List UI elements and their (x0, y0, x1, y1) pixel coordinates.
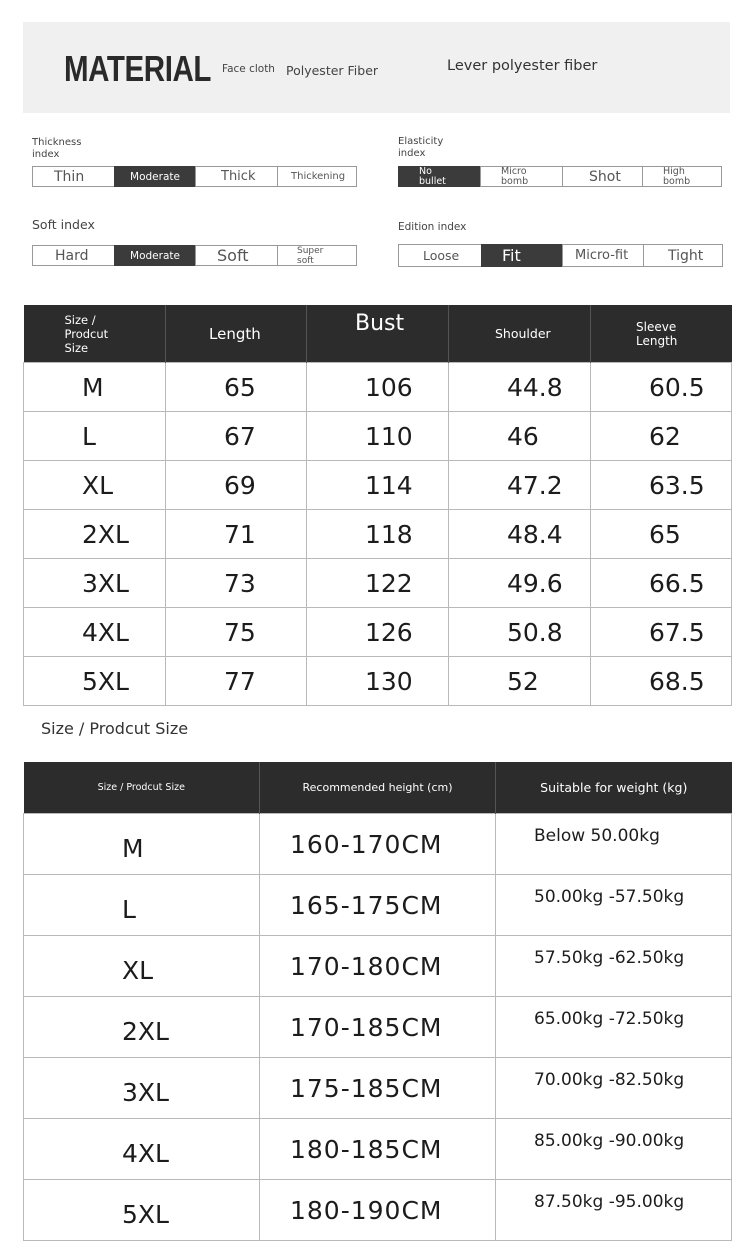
size-measurement-table (23, 305, 732, 706)
fit-cell-size: L (24, 875, 260, 936)
size-cell-bust: 110 (307, 412, 449, 461)
fit-cell-size: 3XL (24, 1058, 260, 1119)
size-caption: Size / Prodcut Size (41, 719, 189, 738)
size-cell-shoulder: 47.2 (449, 461, 591, 510)
size-cell-shoulder: 48.4 (449, 510, 591, 559)
size-cell-sleeve-length: 62 (591, 412, 732, 461)
fit-cell-size: XL (24, 936, 260, 997)
fit-table-row (24, 936, 732, 997)
thickness-index-label: Thickness index (32, 137, 82, 160)
elasticity-index-scale (398, 166, 722, 187)
size-cell-shoulder: 50.8 (449, 608, 591, 657)
fit-table-row (24, 1119, 732, 1180)
fit-cell-height: 160-170CM (260, 814, 496, 875)
header-length: Length (166, 305, 307, 363)
size-cell-length: 67 (166, 412, 307, 461)
fit-cell-weight: 87.50kg -95.00kg (496, 1180, 732, 1241)
elasticity-index-label: Elasticity index (398, 136, 444, 159)
fit-table-row (24, 1058, 732, 1119)
size-cell-size: 5XL (24, 657, 166, 706)
edition-option-loose: Loose (398, 244, 481, 267)
fit-cell-size: 5XL (24, 1180, 260, 1241)
fit-cell-height: 170-180CM (260, 936, 496, 997)
size-table-header (24, 305, 732, 363)
edition-option-tight: Tight (643, 244, 723, 267)
size-table-row (24, 363, 732, 412)
fit-cell-height: 170-185CM (260, 997, 496, 1058)
fit-cell-size: 2XL (24, 997, 260, 1058)
size-cell-size: XL (24, 461, 166, 510)
header-sleeve-length: Sleeve Length (591, 305, 732, 363)
size-table-row (24, 657, 732, 706)
size-table-row (24, 608, 732, 657)
fit-cell-size: M (24, 814, 260, 875)
size-cell-size: 2XL (24, 510, 166, 559)
thickness-option-moderate: Moderate (114, 166, 195, 187)
thickness-option-thickening: Thickening (277, 166, 357, 187)
thickness-option-thick: Thick (195, 166, 277, 187)
edition-option-fit: Fit (481, 244, 562, 267)
fit-cell-weight: 85.00kg -90.00kg (496, 1119, 732, 1180)
elasticity-option-micro-bomb: Micro bomb (480, 166, 562, 187)
fit-cell-weight: Below 50.00kg (496, 814, 732, 875)
size-cell-sleeve-length: 63.5 (591, 461, 732, 510)
size-cell-shoulder: 52 (449, 657, 591, 706)
size-table-row (24, 510, 732, 559)
fit-cell-weight: 50.00kg -57.50kg (496, 875, 732, 936)
size-cell-sleeve-length: 66.5 (591, 559, 732, 608)
size-recommendation-table (23, 762, 732, 1241)
size-cell-size: L (24, 412, 166, 461)
header-suitable-weight: Suitable for weight (kg) (496, 762, 732, 814)
material-title: MATERIAL (64, 48, 212, 89)
size-cell-shoulder: 46 (449, 412, 591, 461)
fit-cell-size: 4XL (24, 1119, 260, 1180)
fit-cell-weight: 65.00kg -72.50kg (496, 997, 732, 1058)
size-cell-size: M (24, 363, 166, 412)
size-cell-bust: 118 (307, 510, 449, 559)
thickness-index-scale (32, 166, 357, 187)
header-recommended-height: Recommended height (cm) (260, 762, 496, 814)
header-bust: Bust (307, 305, 449, 363)
fit-cell-height: 165-175CM (260, 875, 496, 936)
soft-index-label: Soft index (32, 217, 95, 232)
face-cloth-label: Face cloth (222, 63, 275, 75)
thickness-option-thin: Thin (32, 166, 114, 187)
elasticity-option-no-bullet: No bullet (398, 166, 480, 187)
size-cell-length: 73 (166, 559, 307, 608)
size-cell-sleeve-length: 68.5 (591, 657, 732, 706)
fit-table-row (24, 997, 732, 1058)
size-cell-sleeve-length: 65 (591, 510, 732, 559)
face-cloth-value: Polyester Fiber (286, 63, 379, 78)
elasticity-option-shot: Shot (562, 166, 642, 187)
soft-option-hard: Hard (32, 245, 114, 266)
soft-index-scale (32, 245, 357, 266)
size-table-row (24, 559, 732, 608)
fit-cell-height: 180-185CM (260, 1119, 496, 1180)
soft-option-moderate: Moderate (114, 245, 195, 266)
soft-option-super-soft: Super soft (277, 245, 357, 266)
size-cell-size: 3XL (24, 559, 166, 608)
size-cell-bust: 122 (307, 559, 449, 608)
edition-index-scale (398, 244, 723, 267)
elasticity-option-high-bomb: High bomb (642, 166, 722, 187)
fit-table-row (24, 875, 732, 936)
fit-table-row (24, 814, 732, 875)
size-cell-bust: 126 (307, 608, 449, 657)
fit-cell-height: 180-190CM (260, 1180, 496, 1241)
size-cell-length: 75 (166, 608, 307, 657)
size-cell-bust: 114 (307, 461, 449, 510)
fit-cell-weight: 57.50kg -62.50kg (496, 936, 732, 997)
material-description: Lever polyester fiber (447, 58, 598, 74)
fit-cell-weight: 70.00kg -82.50kg (496, 1058, 732, 1119)
size-cell-length: 65 (166, 363, 307, 412)
size-cell-bust: 106 (307, 363, 449, 412)
fit-table-header (24, 762, 732, 814)
size-cell-shoulder: 44.8 (449, 363, 591, 412)
edition-index-label: Edition index (398, 221, 467, 233)
size-cell-sleeve-length: 67.5 (591, 608, 732, 657)
size-cell-size: 4XL (24, 608, 166, 657)
size-cell-length: 77 (166, 657, 307, 706)
header-shoulder: Shoulder (449, 305, 591, 363)
size-cell-length: 69 (166, 461, 307, 510)
size-table-row (24, 412, 732, 461)
fit-table-row (24, 1180, 732, 1241)
size-cell-length: 71 (166, 510, 307, 559)
size-table-row (24, 461, 732, 510)
size-cell-sleeve-length: 60.5 (591, 363, 732, 412)
size-cell-shoulder: 49.6 (449, 559, 591, 608)
edition-option-micro-fit: Micro-fit (562, 244, 643, 267)
header-size: Size / Prodcut Size (24, 305, 166, 363)
size-cell-bust: 130 (307, 657, 449, 706)
soft-option-soft: Soft (195, 245, 277, 266)
fit-cell-height: 175-185CM (260, 1058, 496, 1119)
header-size-product: Size / Prodcut Size (24, 762, 260, 814)
